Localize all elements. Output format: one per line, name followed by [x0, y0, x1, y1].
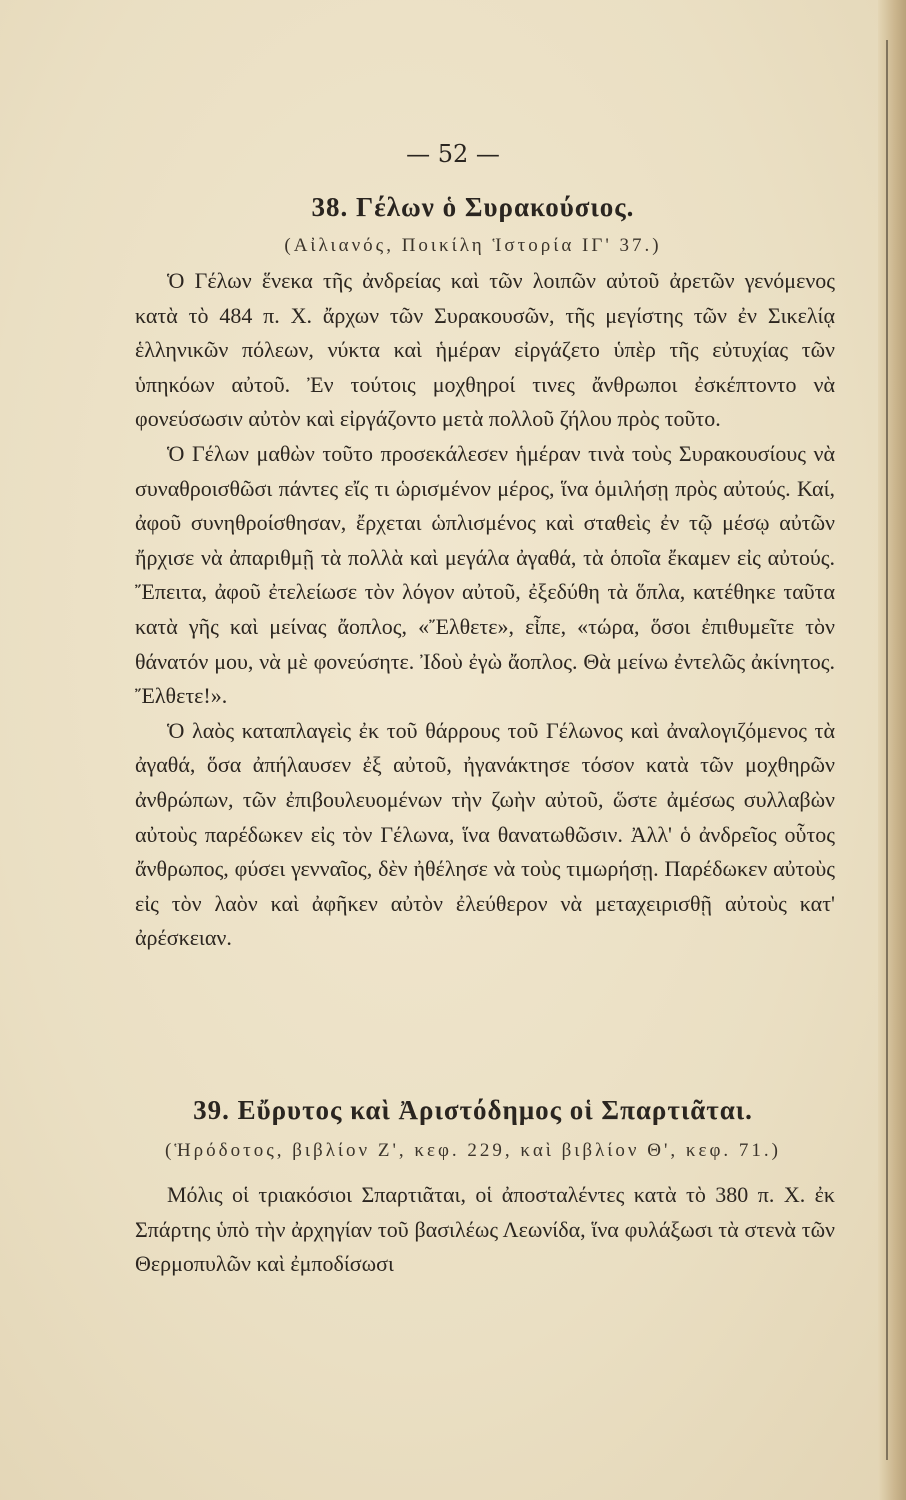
page-number: — 52 — [406, 140, 500, 168]
paragraph: Ὁ Γέλων ἕνεκα τῆς ἀνδρείας καὶ τῶν λοιπῶν αὐτοῦ ἀρετῶν γενόμενος κατὰ τὸ 484 π. Χ. ἄρχων τῶν Συρακουσῶν, τῆς μεγίστης τῶν ἐν Σικελίᾳ ἑλληνικῶν πόλεων, νύκτα καὶ ἡμέραν εἰργάζετο ὑπὲρ τῆς εὐτυχίας τῶν ὑπηκόων αὐτοῦ. Ἐν τούτοις μοχθηροί τινες ἄνθρωποι ἐσκέπτοντο νὰ φονεύσωσιν αὐτὸν καὶ εἰργάζοντο μετὰ πολλοῦ ζήλου πρὸς τοῦτο. [135, 268, 835, 432]
paragraph: Ὁ λαὸς καταπλαγεὶς ἐκ τοῦ θάρρους τοῦ Γέλωνος καὶ ἀναλογιζόμενος τὰ ἀγαθά, ὅσα ἀπήλαυσεν ἐξ αὐτοῦ, ἠγανάκτησε τόσον κατὰ τῶν μοχθηρῶν ἀνθρώπων, τῶν ἐπιβουλευομένων τὴν ζωὴν αὐτοῦ, ὥστε ἀμέσως συλλαβὼν αὐτοὺς παρέδωκεν εἰς τὸν Γέλωνα, ἵνα θανατωθῶσιν. Ἀλλ' ὁ ἀνδρεῖος οὗτος ἄνθρωπος, φύσει γενναῖος, δὲν ἠθέλησε νὰ τοὺς τιμωρήσῃ. Παρέδωκεν αὐτοὺς εἰς τὸν λαὸν καὶ ἀφῆκεν αὐτὸν ἐλεύθερον νὰ μεταχειρισθῇ αὐτοὺς κατ' ἀρέσκειαν. [135, 717, 835, 951]
section-heading: 39. Εὔρυτος καὶ Ἀριστόδημος οἱ Σπαρτιᾶται. [193, 1095, 753, 1125]
spine-line [886, 40, 888, 1460]
page-spine [878, 0, 906, 1500]
section-source: (Ἡρόδοτος, βιβλίον Ζ', κεφ. 229, καὶ βιβλίον Θ', κεφ. 71.) [165, 1140, 781, 1161]
paragraph: Μόλις οἱ τριακόσιοι Σπαρτιᾶται, οἱ ἀποσταλέντες κατὰ τὸ 380 π. Χ. ἐκ Σπάρτης ὑπὸ τὴν ἀρχηγίαν τοῦ βασιλέως Λεωνίδα, ἵνα φυλάξωσι τὰ στενὰ τῶν Θερμοπυλῶν καὶ ἐμποδίσωσι [135, 1182, 835, 1277]
section-source: (Αἰλιανός, Ποικίλη Ἱστορία ΙΓ' 37.) [284, 235, 662, 256]
section-heading: 38. Γέλων ὁ Συρακούσιος. [311, 192, 635, 222]
paragraph: Ὁ Γέλων μαθὼν τοῦτο προσεκάλεσεν ἡμέραν τινὰ τοὺς Συρακουσίους νὰ συναθροισθῶσι πάντες εἴς τι ὡρισμένον μέρος, ἵνα ὁμιλήσῃ πρὸς αὐτούς. Καί, ἀφοῦ συνηθροίσθησαν, ἔρχεται ὡπλισμένος καὶ σταθεὶς ἐν τῷ μέσῳ αὐτῶν ἤρχισε νὰ ἀπαριθμῇ τὰ πολλὰ καὶ μεγάλα ἀγαθά, τὰ ὁποῖα ἔκαμεν εἰς αὐτούς. Ἔπειτα, ἀφοῦ ἐτελείωσε τὸν λόγον αὐτοῦ, ἐξεδύθη τὰ ὅπλα, κατέθηκε ταῦτα κατὰ γῆς καὶ μείνας ἄοπλος, «Ἔλθετε», εἶπε, «τώρα, ὅσοι ἐπιθυμεῖτε τὸν θάνατόν μου, νὰ μὲ φονεύσητε. Ἰδοὺ ἐγὼ ἄοπλος. Θὰ μείνω ἐντελῶς ἀκίνητος. Ἔλθετε!». [135, 440, 835, 709]
section-body [135, 1178, 835, 1282]
section-body [135, 264, 835, 956]
